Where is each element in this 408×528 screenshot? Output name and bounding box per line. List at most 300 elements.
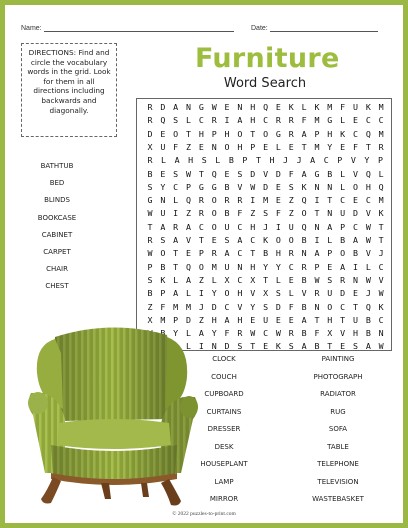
grid-letter[interactable]: C: [237, 221, 243, 232]
grid-letter[interactable]: X: [147, 314, 153, 325]
grid-letter[interactable]: R: [173, 221, 179, 232]
grid-letter[interactable]: D: [340, 288, 346, 299]
grid-letter[interactable]: D: [211, 301, 217, 312]
grid-letter[interactable]: P: [211, 128, 217, 139]
grid-letter[interactable]: L: [186, 328, 192, 339]
grid-letter[interactable]: U: [288, 221, 294, 232]
grid-letter[interactable]: Q: [211, 168, 217, 179]
name-blank[interactable]: [44, 25, 234, 32]
grid-letter[interactable]: B: [365, 328, 371, 339]
grid-letter[interactable]: M: [327, 102, 333, 112]
grid-letter[interactable]: T: [352, 301, 358, 312]
grid-letter[interactable]: B: [147, 168, 153, 179]
grid-letter[interactable]: E: [327, 261, 333, 272]
grid-letter[interactable]: F: [314, 328, 320, 339]
grid-letter[interactable]: W: [314, 274, 320, 285]
grid-letter[interactable]: B: [314, 341, 320, 352]
grid-letter[interactable]: G: [147, 195, 153, 206]
grid-letter[interactable]: Y: [211, 328, 217, 339]
grid-letter[interactable]: H: [211, 314, 217, 325]
grid-letter[interactable]: T: [314, 314, 320, 325]
grid-letter[interactable]: R: [198, 195, 204, 206]
grid-letter[interactable]: B: [228, 155, 234, 166]
grid-letter[interactable]: T: [327, 341, 333, 352]
grid-letter[interactable]: H: [365, 181, 371, 192]
grid-letter[interactable]: P: [242, 155, 248, 166]
grid-letter[interactable]: H: [250, 102, 256, 112]
grid-letter[interactable]: T: [365, 141, 371, 152]
grid-letter[interactable]: K: [314, 102, 320, 112]
grid-letter[interactable]: Q: [186, 195, 192, 206]
grid-letter[interactable]: E: [224, 102, 230, 112]
grid-letter[interactable]: N: [237, 102, 243, 112]
grid-letter[interactable]: T: [340, 314, 346, 325]
grid-letter[interactable]: A: [352, 235, 358, 245]
grid-letter[interactable]: P: [198, 248, 204, 259]
grid-letter[interactable]: H: [237, 141, 243, 152]
grid-letter[interactable]: Z: [198, 274, 204, 285]
grid-letter[interactable]: U: [352, 102, 358, 112]
grid-letter[interactable]: L: [186, 288, 192, 299]
grid-letter[interactable]: R: [198, 208, 204, 219]
grid-letter[interactable]: B: [365, 314, 371, 325]
grid-letter[interactable]: V: [186, 235, 192, 245]
grid-letter[interactable]: A: [301, 168, 307, 179]
grid-letter[interactable]: T: [250, 341, 256, 352]
grid-letter[interactable]: B: [352, 248, 358, 259]
grid-letter[interactable]: C: [237, 274, 243, 285]
grid-letter[interactable]: K: [365, 102, 371, 112]
grid-letter[interactable]: B: [224, 208, 230, 219]
grid-letter[interactable]: P: [173, 314, 179, 325]
grid-letter[interactable]: A: [314, 248, 320, 259]
grid-letter[interactable]: C: [340, 195, 346, 206]
grid-letter[interactable]: F: [224, 328, 230, 339]
grid-letter[interactable]: Q: [301, 221, 307, 232]
grid-letter[interactable]: E: [288, 141, 294, 152]
grid-letter[interactable]: I: [352, 261, 358, 272]
grid-letter[interactable]: B: [301, 328, 307, 339]
grid-letter[interactable]: R: [340, 274, 346, 285]
grid-letter[interactable]: D: [160, 102, 166, 112]
grid-letter[interactable]: X: [263, 288, 269, 299]
grid-letter[interactable]: C: [340, 301, 346, 312]
grid-letter[interactable]: X: [224, 274, 230, 285]
grid-letter[interactable]: U: [340, 208, 346, 219]
grid-letter[interactable]: E: [263, 341, 269, 352]
grid-letter[interactable]: Y: [263, 261, 269, 272]
grid-letter[interactable]: Z: [186, 141, 192, 152]
grid-letter[interactable]: O: [211, 208, 217, 219]
grid-letter[interactable]: F: [340, 102, 346, 112]
grid-letter[interactable]: I: [224, 115, 230, 126]
grid-letter[interactable]: R: [211, 115, 217, 126]
grid-letter[interactable]: N: [378, 328, 384, 339]
grid-letter[interactable]: E: [250, 314, 256, 325]
grid-letter[interactable]: C: [237, 248, 243, 259]
grid-letter[interactable]: Q: [365, 168, 371, 179]
grid-letter[interactable]: E: [275, 314, 281, 325]
grid-letter[interactable]: D: [224, 341, 230, 352]
grid-letter[interactable]: O: [352, 181, 358, 192]
grid-letter[interactable]: M: [211, 261, 217, 272]
grid-letter[interactable]: T: [314, 208, 320, 219]
grid-letter[interactable]: Q: [263, 102, 269, 112]
grid-letter[interactable]: P: [327, 248, 333, 259]
grid-letter[interactable]: B: [263, 248, 269, 259]
grid-letter[interactable]: R: [301, 261, 307, 272]
grid-letter[interactable]: F: [237, 208, 243, 219]
grid-letter[interactable]: S: [288, 341, 294, 352]
grid-letter[interactable]: E: [352, 115, 358, 126]
grid-letter[interactable]: O: [211, 221, 217, 232]
grid-letter[interactable]: L: [340, 168, 346, 179]
grid-letter[interactable]: Z: [288, 195, 294, 206]
grid-letter[interactable]: O: [198, 261, 204, 272]
grid-letter[interactable]: Y: [211, 288, 217, 299]
grid-letter[interactable]: H: [327, 314, 333, 325]
grid-letter[interactable]: M: [173, 301, 179, 312]
grid-letter[interactable]: K: [378, 301, 384, 312]
grid-letter[interactable]: V: [365, 248, 371, 259]
grid-letter[interactable]: E: [160, 128, 166, 139]
grid-letter[interactable]: G: [275, 128, 281, 139]
grid-letter[interactable]: N: [211, 341, 217, 352]
grid-letter[interactable]: V: [378, 274, 384, 285]
grid-letter[interactable]: A: [327, 221, 333, 232]
grid-letter[interactable]: E: [186, 248, 192, 259]
grid-letter[interactable]: B: [160, 261, 166, 272]
grid-letter[interactable]: M: [378, 102, 384, 112]
grid-letter[interactable]: T: [147, 221, 153, 232]
grid-letter[interactable]: L: [215, 155, 221, 166]
grid-letter[interactable]: A: [365, 341, 371, 352]
grid-letter[interactable]: C: [378, 314, 384, 325]
grid-letter[interactable]: C: [352, 128, 358, 139]
grid-letter[interactable]: L: [365, 261, 371, 272]
grid-letter[interactable]: G: [314, 168, 320, 179]
grid-letter[interactable]: Y: [160, 181, 166, 192]
grid-letter[interactable]: S: [147, 274, 153, 285]
grid-letter[interactable]: C: [365, 195, 371, 206]
grid-letter[interactable]: K: [160, 274, 166, 285]
grid-letter[interactable]: L: [288, 288, 294, 299]
grid-letter[interactable]: A: [237, 115, 243, 126]
grid-letter[interactable]: F: [288, 168, 294, 179]
grid-letter[interactable]: R: [224, 195, 230, 206]
letter-grid[interactable]: [136, 98, 392, 351]
grid-letter[interactable]: M: [314, 141, 320, 152]
grid-letter[interactable]: E: [198, 141, 204, 152]
grid-letter[interactable]: T: [173, 248, 179, 259]
grid-letter[interactable]: R: [147, 155, 153, 166]
grid-letter[interactable]: V: [365, 208, 371, 219]
grid-letter[interactable]: I: [314, 235, 320, 245]
grid-letter[interactable]: S: [237, 168, 243, 179]
grid-letter[interactable]: C: [198, 115, 204, 126]
grid-letter[interactable]: C: [198, 221, 204, 232]
grid-letter[interactable]: O: [263, 128, 269, 139]
grid-letter[interactable]: J: [283, 155, 289, 166]
grid-letter[interactable]: T: [301, 141, 307, 152]
grid-letter[interactable]: S: [352, 341, 358, 352]
grid-letter[interactable]: U: [224, 261, 230, 272]
grid-letter[interactable]: J: [365, 288, 371, 299]
grid-letter[interactable]: B: [340, 235, 346, 245]
grid-letter[interactable]: I: [198, 288, 204, 299]
grid-letter[interactable]: J: [263, 221, 269, 232]
grid-letter[interactable]: A: [173, 235, 179, 245]
grid-letter[interactable]: O: [211, 195, 217, 206]
grid-letter[interactable]: L: [327, 235, 333, 245]
grid-letter[interactable]: I: [250, 195, 256, 206]
grid-letter[interactable]: V: [263, 168, 269, 179]
grid-letter[interactable]: T: [378, 235, 384, 245]
grid-letter[interactable]: E: [340, 141, 346, 152]
grid-letter[interactable]: T: [263, 274, 269, 285]
grid-letter[interactable]: D: [186, 314, 192, 325]
grid-letter[interactable]: R: [288, 128, 294, 139]
grid-letter[interactable]: C: [263, 115, 269, 126]
grid-letter[interactable]: W: [365, 235, 371, 245]
grid-letter[interactable]: H: [327, 128, 333, 139]
grid-letter[interactable]: L: [275, 141, 281, 152]
grid-letter[interactable]: L: [275, 274, 281, 285]
grid-letter[interactable]: C: [378, 115, 384, 126]
grid-letter[interactable]: D: [250, 168, 256, 179]
grid-letter[interactable]: B: [224, 181, 230, 192]
grid-letter[interactable]: F: [275, 208, 281, 219]
grid-letter[interactable]: S: [237, 341, 243, 352]
grid-letter[interactable]: N: [314, 181, 320, 192]
grid-letter[interactable]: O: [173, 128, 179, 139]
grid-letter[interactable]: E: [275, 195, 281, 206]
grid-letter[interactable]: N: [314, 301, 320, 312]
grid-letter[interactable]: E: [352, 288, 358, 299]
grid-letter[interactable]: M: [186, 301, 192, 312]
grid-letter[interactable]: S: [160, 235, 166, 245]
grid-letter[interactable]: Y: [364, 155, 370, 166]
grid-letter[interactable]: Q: [365, 128, 371, 139]
grid-letter[interactable]: S: [173, 168, 179, 179]
grid-letter[interactable]: Y: [327, 141, 333, 152]
grid-letter[interactable]: W: [211, 102, 217, 112]
grid-letter[interactable]: U: [263, 314, 269, 325]
grid-letter[interactable]: C: [365, 115, 371, 126]
grid-letter[interactable]: O: [327, 301, 333, 312]
grid-letter[interactable]: P: [186, 181, 192, 192]
grid-letter[interactable]: E: [288, 314, 294, 325]
grid-letter[interactable]: Q: [301, 195, 307, 206]
grid-letter[interactable]: I: [275, 221, 281, 232]
grid-letter[interactable]: F: [288, 301, 294, 312]
grid-letter[interactable]: C: [263, 328, 269, 339]
grid-letter[interactable]: A: [301, 128, 307, 139]
grid-letter[interactable]: W: [365, 274, 371, 285]
grid-letter[interactable]: A: [186, 221, 192, 232]
grid-letter[interactable]: Z: [288, 208, 294, 219]
grid-letter[interactable]: O: [224, 141, 230, 152]
grid-letter[interactable]: A: [198, 328, 204, 339]
grid-letter[interactable]: T: [327, 195, 333, 206]
grid-letter[interactable]: W: [147, 248, 153, 259]
grid-letter[interactable]: O: [237, 128, 243, 139]
grid-letter[interactable]: W: [186, 168, 192, 179]
grid-letter[interactable]: A: [224, 248, 230, 259]
grid-letter[interactable]: V: [237, 301, 243, 312]
grid-letter[interactable]: Z: [147, 301, 153, 312]
grid-letter[interactable]: T: [198, 235, 204, 245]
grid-letter[interactable]: T: [198, 168, 204, 179]
grid-letter[interactable]: N: [327, 181, 333, 192]
grid-letter[interactable]: U: [160, 208, 166, 219]
grid-letter[interactable]: L: [378, 168, 384, 179]
grid-letter[interactable]: O: [301, 208, 307, 219]
grid-letter[interactable]: X: [147, 141, 153, 152]
grid-letter[interactable]: W: [378, 288, 384, 299]
grid-letter[interactable]: Q: [378, 181, 384, 192]
grid-letter[interactable]: K: [301, 181, 307, 192]
grid-letter[interactable]: R: [288, 328, 294, 339]
grid-letter[interactable]: M: [160, 314, 166, 325]
grid-letter[interactable]: P: [340, 221, 346, 232]
grid-letter[interactable]: S: [263, 301, 269, 312]
grid-letter[interactable]: C: [224, 301, 230, 312]
grid-letter[interactable]: Q: [160, 115, 166, 126]
grid-letter[interactable]: R: [237, 328, 243, 339]
grid-letter[interactable]: W: [365, 221, 371, 232]
grid-letter[interactable]: X: [250, 274, 256, 285]
grid-letter[interactable]: B: [301, 301, 307, 312]
grid-letter[interactable]: L: [173, 195, 179, 206]
grid-letter[interactable]: O: [340, 248, 346, 259]
grid-letter[interactable]: A: [301, 314, 307, 325]
grid-letter[interactable]: E: [224, 168, 230, 179]
grid-letter[interactable]: N: [211, 141, 217, 152]
grid-letter[interactable]: Y: [250, 301, 256, 312]
grid-letter[interactable]: B: [301, 235, 307, 245]
grid-letter[interactable]: N: [314, 221, 320, 232]
grid-letter[interactable]: O: [288, 235, 294, 245]
grid-letter[interactable]: H: [250, 221, 256, 232]
grid-letter[interactable]: J: [198, 301, 204, 312]
grid-letter[interactable]: H: [237, 288, 243, 299]
grid-letter[interactable]: M: [378, 195, 384, 206]
grid-letter[interactable]: N: [160, 195, 166, 206]
grid-letter[interactable]: D: [275, 168, 281, 179]
grid-letter[interactable]: A: [237, 235, 243, 245]
grid-letter[interactable]: T: [378, 221, 384, 232]
grid-letter[interactable]: Y: [275, 261, 281, 272]
grid-letter[interactable]: G: [327, 115, 333, 126]
grid-letter[interactable]: U: [160, 141, 166, 152]
grid-letter[interactable]: D: [263, 181, 269, 192]
grid-letter[interactable]: K: [263, 235, 269, 245]
grid-letter[interactable]: E: [352, 195, 358, 206]
grid-letter[interactable]: V: [237, 181, 243, 192]
grid-letter[interactable]: K: [288, 102, 294, 112]
grid-letter[interactable]: A: [340, 261, 346, 272]
grid-letter[interactable]: B: [327, 168, 333, 179]
grid-letter[interactable]: A: [310, 155, 316, 166]
grid-letter[interactable]: N: [301, 248, 307, 259]
grid-letter[interactable]: W: [147, 208, 153, 219]
grid-letter[interactable]: K: [275, 341, 281, 352]
grid-letter[interactable]: L: [161, 155, 167, 166]
grid-letter[interactable]: I: [198, 341, 204, 352]
grid-letter[interactable]: L: [340, 115, 346, 126]
grid-letter[interactable]: A: [224, 314, 230, 325]
grid-letter[interactable]: Z: [198, 314, 204, 325]
grid-letter[interactable]: B: [147, 288, 153, 299]
grid-letter[interactable]: C: [250, 235, 256, 245]
grid-letter[interactable]: A: [173, 288, 179, 299]
grid-letter[interactable]: E: [263, 141, 269, 152]
grid-letter[interactable]: U: [327, 288, 333, 299]
grid-letter[interactable]: N: [327, 208, 333, 219]
grid-letter[interactable]: L: [173, 274, 179, 285]
grid-letter[interactable]: S: [327, 274, 333, 285]
grid-letter[interactable]: M: [263, 195, 269, 206]
grid-letter[interactable]: R: [288, 115, 294, 126]
grid-letter[interactable]: S: [275, 288, 281, 299]
grid-letter[interactable]: S: [201, 155, 207, 166]
grid-letter[interactable]: V: [352, 168, 358, 179]
grid-letter[interactable]: H: [237, 314, 243, 325]
grid-letter[interactable]: D: [147, 128, 153, 139]
grid-letter[interactable]: H: [250, 261, 256, 272]
grid-letter[interactable]: H: [224, 128, 230, 139]
grid-letter[interactable]: F: [301, 115, 307, 126]
grid-letter[interactable]: D: [275, 301, 281, 312]
grid-letter[interactable]: R: [211, 248, 217, 259]
grid-letter[interactable]: Q: [365, 301, 371, 312]
grid-letter[interactable]: P: [250, 141, 256, 152]
grid-letter[interactable]: P: [160, 288, 166, 299]
grid-letter[interactable]: I: [314, 195, 320, 206]
grid-letter[interactable]: H: [188, 155, 194, 166]
grid-letter[interactable]: N: [352, 274, 358, 285]
grid-letter[interactable]: L: [301, 102, 307, 112]
grid-letter[interactable]: L: [186, 341, 192, 352]
grid-letter[interactable]: F: [160, 301, 166, 312]
grid-letter[interactable]: P: [377, 155, 383, 166]
grid-letter[interactable]: W: [250, 181, 256, 192]
grid-letter[interactable]: C: [378, 261, 384, 272]
grid-letter[interactable]: R: [237, 195, 243, 206]
grid-letter[interactable]: Y: [173, 328, 179, 339]
grid-letter[interactable]: R: [147, 235, 153, 245]
grid-letter[interactable]: A: [160, 221, 166, 232]
grid-letter[interactable]: H: [250, 115, 256, 126]
grid-letter[interactable]: I: [173, 208, 179, 219]
grid-letter[interactable]: K: [378, 208, 384, 219]
grid-letter[interactable]: J: [378, 248, 384, 259]
grid-letter[interactable]: O: [160, 248, 166, 259]
grid-letter[interactable]: D: [352, 208, 358, 219]
grid-letter[interactable]: R: [147, 102, 153, 112]
grid-letter[interactable]: A: [301, 341, 307, 352]
grid-letter[interactable]: H: [269, 155, 275, 166]
grid-letter[interactable]: E: [160, 168, 166, 179]
grid-letter[interactable]: L: [186, 115, 192, 126]
grid-letter[interactable]: G: [198, 102, 204, 112]
grid-letter[interactable]: T: [173, 261, 179, 272]
grid-letter[interactable]: M: [314, 115, 320, 126]
grid-letter[interactable]: V: [301, 288, 307, 299]
grid-letter[interactable]: H: [352, 328, 358, 339]
grid-letter[interactable]: Q: [186, 261, 192, 272]
